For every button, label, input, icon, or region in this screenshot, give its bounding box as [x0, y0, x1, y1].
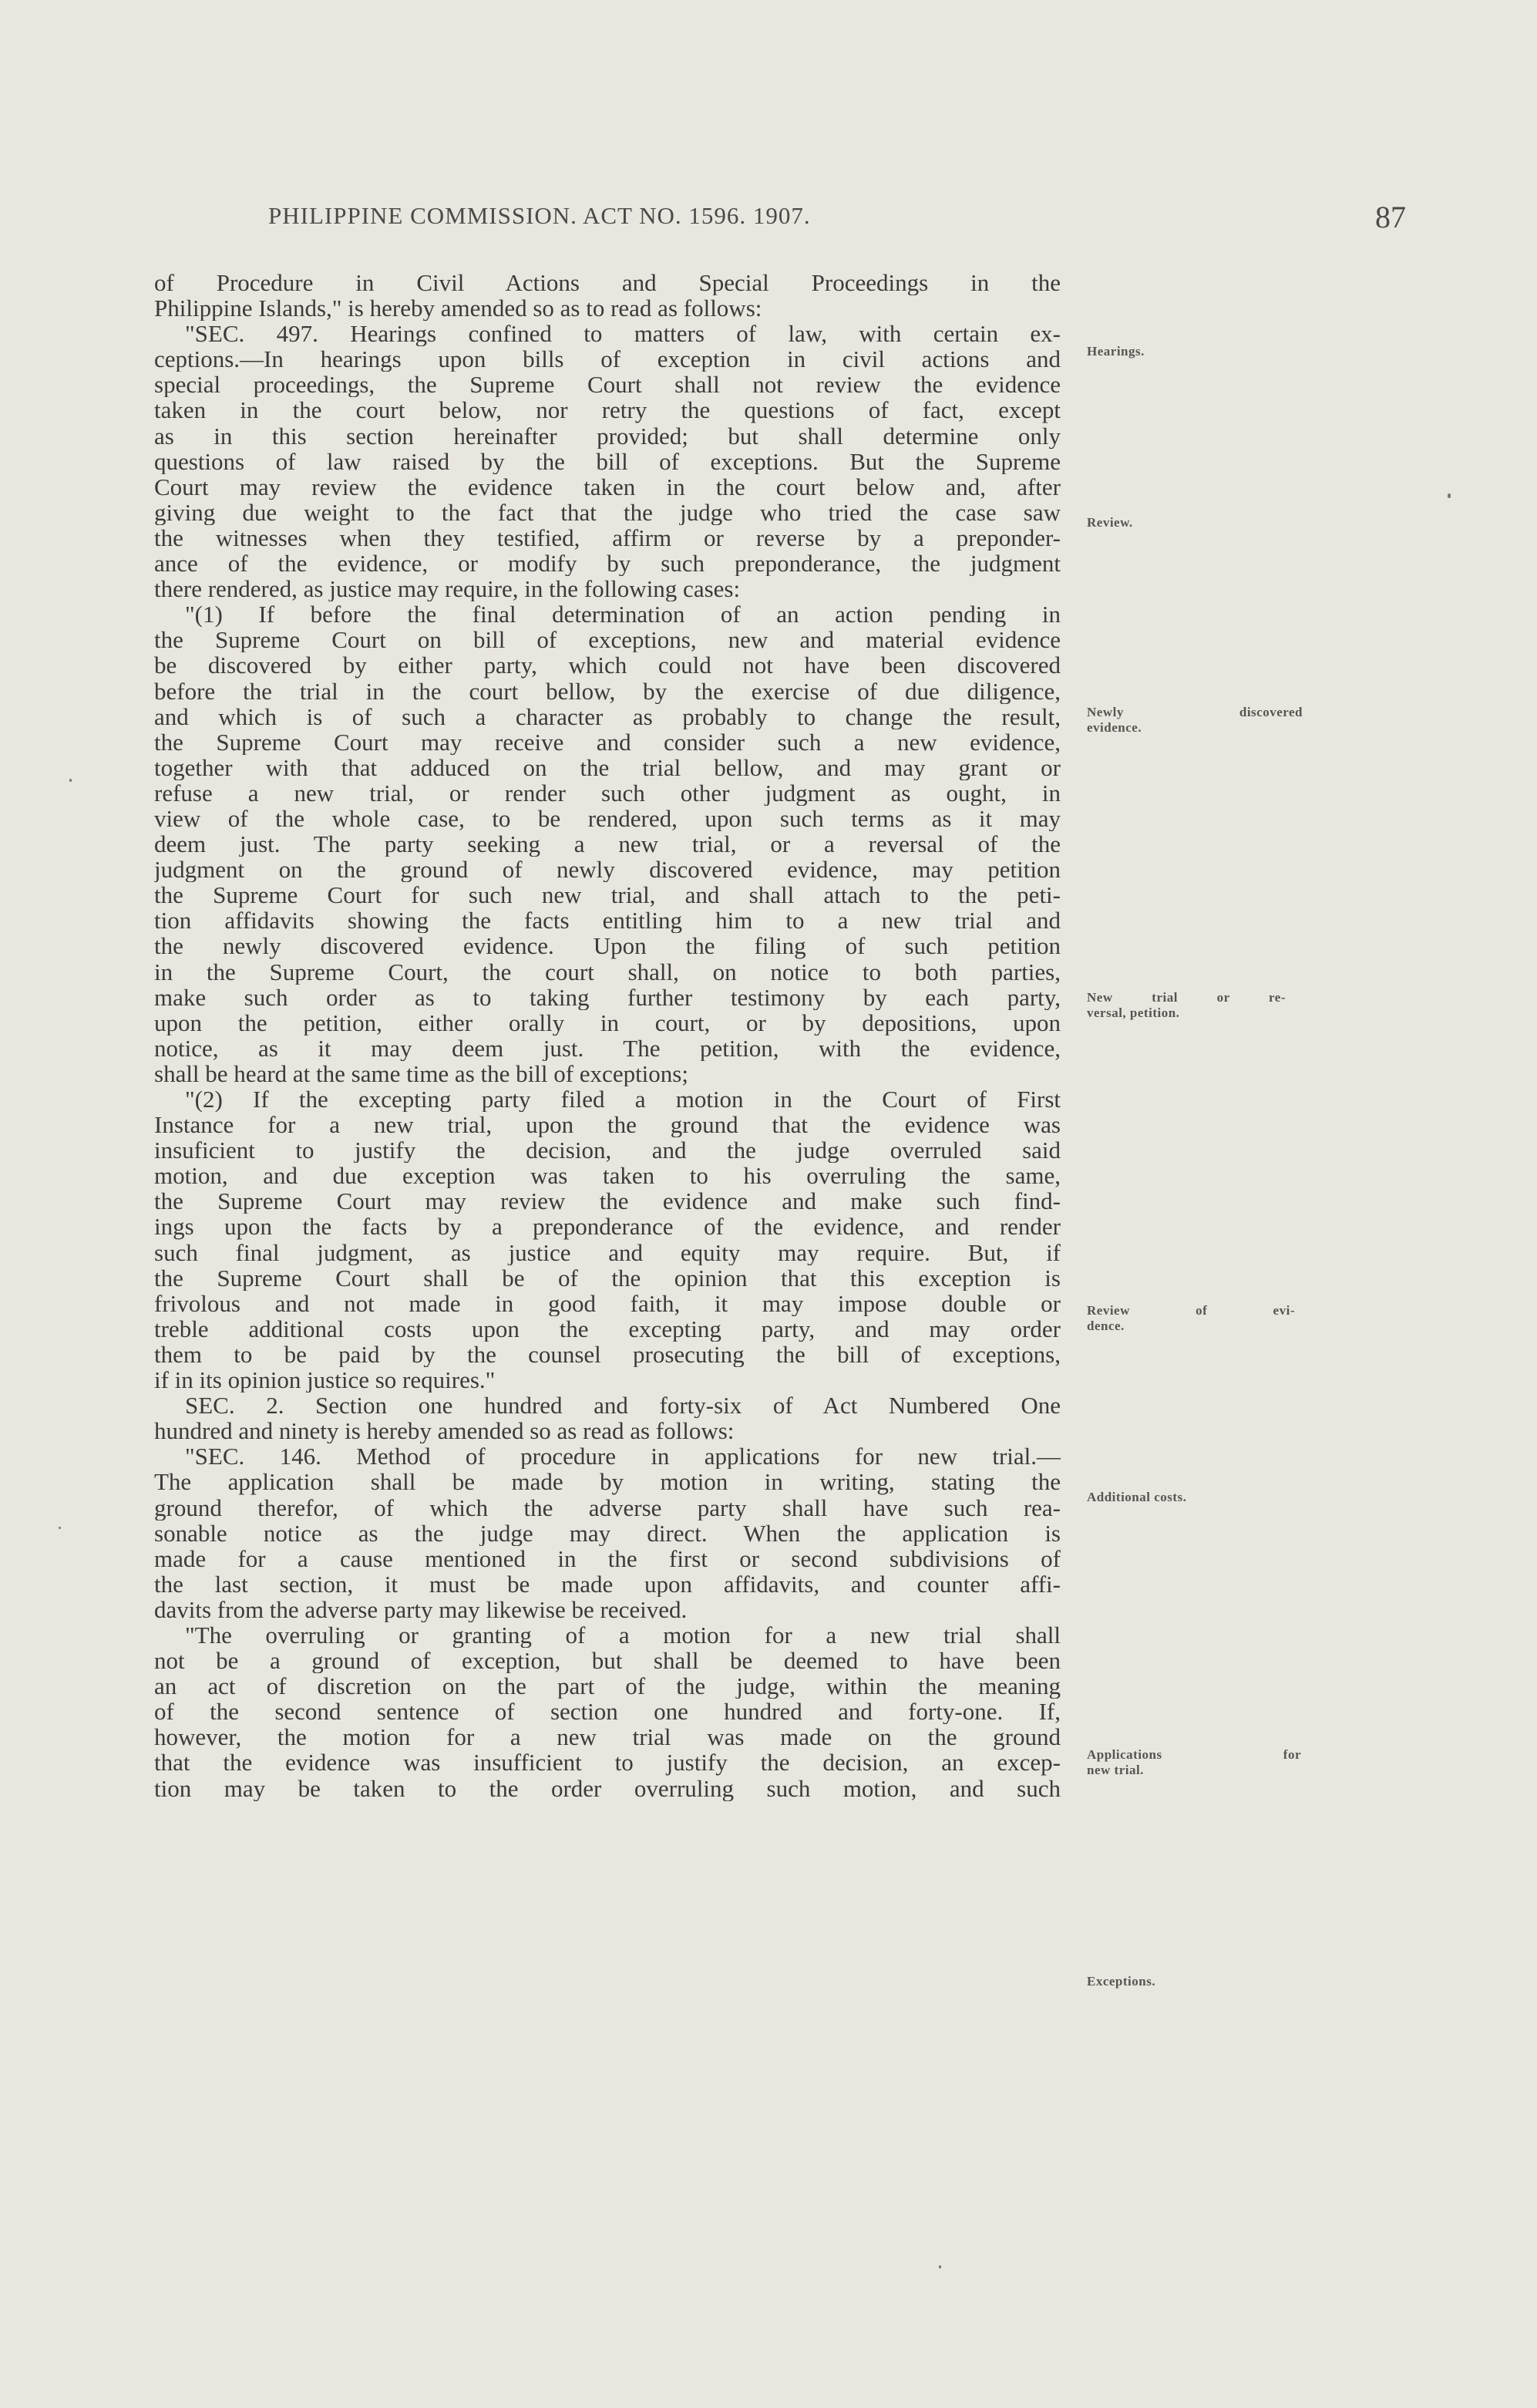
text-line: taken in the court below, nor retry the questions of fact, except [154, 397, 1061, 423]
text-line: however, the motion for a new trial was made on the ground [154, 1724, 1061, 1750]
text-line: view of the whole case, to be rendered, upon such terms as it may [154, 805, 1061, 832]
text-line: in the Supreme Court, the court shall, on notice to both parties, [154, 958, 1061, 985]
sidenote-hearings: Hearings. [1087, 344, 1145, 359]
text-line: "(2) If the excepting party filed a motion in the Court of First [185, 1086, 1061, 1113]
text-line: frivolous and not made in good faith, it may impose double or [154, 1290, 1061, 1316]
text-line: shall be heard at the same time as the bill of exceptions; [154, 1060, 688, 1086]
text-line: them to be paid by the counsel prosecuting the bill of exceptions, [154, 1341, 1061, 1368]
text-line: before the trial in the court bellow, by the exercise of due diligence, [154, 678, 1061, 704]
text-line: the Supreme Court for such new trial, and shall attach to the peti- [154, 882, 1061, 908]
text-line: Court may review the evidence taken in the court below and, after [154, 473, 1061, 500]
text-line: The application shall be made by motion in writing, stating the [154, 1469, 1061, 1495]
text-line: ance of the evidence, or modify by such preponderance, the judgment [154, 551, 1061, 577]
page-number: 87 [1375, 200, 1406, 234]
text-line: the Supreme Court may review the evidence and make such find- [154, 1188, 1061, 1214]
text-line: the last section, it must be made upon affidavits, and counter affi- [154, 1571, 1061, 1597]
text-line: such final judgment, as justice and equity may require. But, if [154, 1239, 1061, 1265]
text-line: the Supreme Court on bill of exceptions, new and material evidence [154, 627, 1061, 653]
scan-speck [69, 779, 72, 782]
text-line: davits from the adverse party may likewise be received. [154, 1596, 688, 1622]
text-line: ceptions.—In hearings upon bills of exception in civil actions and [154, 346, 1061, 372]
text-line: make such order as to taking further testimony by each party, [154, 984, 1061, 1010]
body-text [154, 270, 1061, 1801]
text-line: be discovered by either party, which could not have been discovered [154, 652, 1061, 679]
text-line: "(1) If before the final determination of an action pending in [185, 601, 1061, 628]
text-line: special proceedings, the Supreme Court shall not review the evidence [154, 372, 1061, 398]
text-line: motion, and due exception was taken to his overruling the same, [154, 1163, 1061, 1189]
text-line: upon the petition, either orally in court, or by depositions, upon [154, 1009, 1061, 1036]
text-line: if in its opinion justice so requires." [154, 1367, 496, 1393]
text-line: Instance for a new trial, upon the ground that the evidence was [154, 1112, 1061, 1138]
text-line: treble additional costs upon the excepting party, and may order [154, 1315, 1061, 1342]
text-line: the Supreme Court may receive and consider such a new evidence, [154, 729, 1061, 755]
scan-speck [939, 2265, 941, 2268]
scan-speck [1448, 493, 1451, 498]
running-head: PHILIPPINE COMMISSION. ACT NO. 1596. 1907. [268, 202, 811, 229]
text-line: deem just. The party seeking a new trial, or a reversal of the [154, 831, 1061, 857]
text-line: tion may be taken to the order overruling such motion, and such [154, 1775, 1061, 1801]
text-line: made for a cause mentioned in the first or second subdivisions of [154, 1545, 1061, 1571]
text-line: "SEC. 146. Method of procedure in applications for new trial.— [185, 1443, 1061, 1470]
text-line: together with that adduced on the trial bellow, and may grant or [154, 754, 1061, 780]
sidenote-exceptions: Exceptions. [1087, 1974, 1156, 1989]
sidenote-additional-costs: Additional costs. [1087, 1490, 1187, 1504]
sidenote-newly-discovered-evidence: Newly discovered evidence. [1087, 705, 1303, 735]
text-line: giving due weight to the fact that the judge who tried the case saw [154, 499, 1061, 525]
sidenote-review: Review. [1087, 515, 1133, 530]
text-line: there rendered, as justice may require, in the following cases: [154, 576, 741, 602]
text-line: sonable notice as the judge may direct. When the application is [154, 1520, 1061, 1546]
text-line: the Supreme Court shall be of the opinion that this exception is [154, 1265, 1061, 1291]
text-line: notice, as it may deem just. The petition, with the evidence, [154, 1035, 1061, 1061]
text-line: questions of law raised by the bill of exceptions. But the Supreme [154, 448, 1061, 474]
text-line: insuficient to justify the decision, and the judge overruled said [154, 1137, 1061, 1164]
text-line: that the evidence was insufficient to justify the decision, an excep- [154, 1750, 1061, 1776]
text-line: "SEC. 497. Hearings confined to matters of law, with certain ex- [185, 321, 1061, 347]
text-line: tion affidavits showing the facts entitling him to a new trial and [154, 908, 1061, 934]
text-line: Philippine Islands," is hereby amended so as to read as follows: [154, 295, 762, 322]
text-line: "The overruling or granting of a motion for a new trial shall [185, 1622, 1061, 1649]
sidenote-applications-new-trial: Applications for new trial. [1087, 1747, 1301, 1777]
scan-speck [59, 1527, 61, 1529]
text-line: not be a ground of exception, but shall be deemed to have been [154, 1648, 1061, 1674]
text-line: as in this section hereinafter provided; but shall determine only [154, 423, 1061, 449]
text-line: ground therefor, of which the adverse party shall have such rea- [154, 1494, 1061, 1521]
text-line: an act of discretion on the part of the judge, within the meaning [154, 1673, 1061, 1699]
text-line: of the second sentence of section one hundred and forty-one. If, [154, 1699, 1061, 1725]
text-line: SEC. 2. Section one hundred and forty-six of Act Numbered One [185, 1393, 1061, 1419]
text-line: the witnesses when they testified, affirm or reverse by a preponder- [154, 524, 1061, 551]
text-line: and which is of such a character as probably to change the result, [154, 703, 1061, 729]
sidenote-new-trial-reversal: New trial or re- versal, petition. [1087, 990, 1286, 1020]
text-line: judgment on the ground of newly discovered evidence, may petition [154, 857, 1061, 883]
sidenote-review-of-evidence: Review of evi- dence. [1087, 1303, 1295, 1333]
text-line: refuse a new trial, or render such other judgment as ought, in [154, 780, 1061, 806]
text-line: ings upon the facts by a preponderance of the evidence, and render [154, 1214, 1061, 1240]
text-line: of Procedure in Civil Actions and Special Proceedings in the [154, 270, 1061, 296]
text-line: the newly discovered evidence. Upon the filing of such petition [154, 933, 1061, 959]
text-line: hundred and ninety is hereby amended so as read as follows: [154, 1418, 735, 1444]
